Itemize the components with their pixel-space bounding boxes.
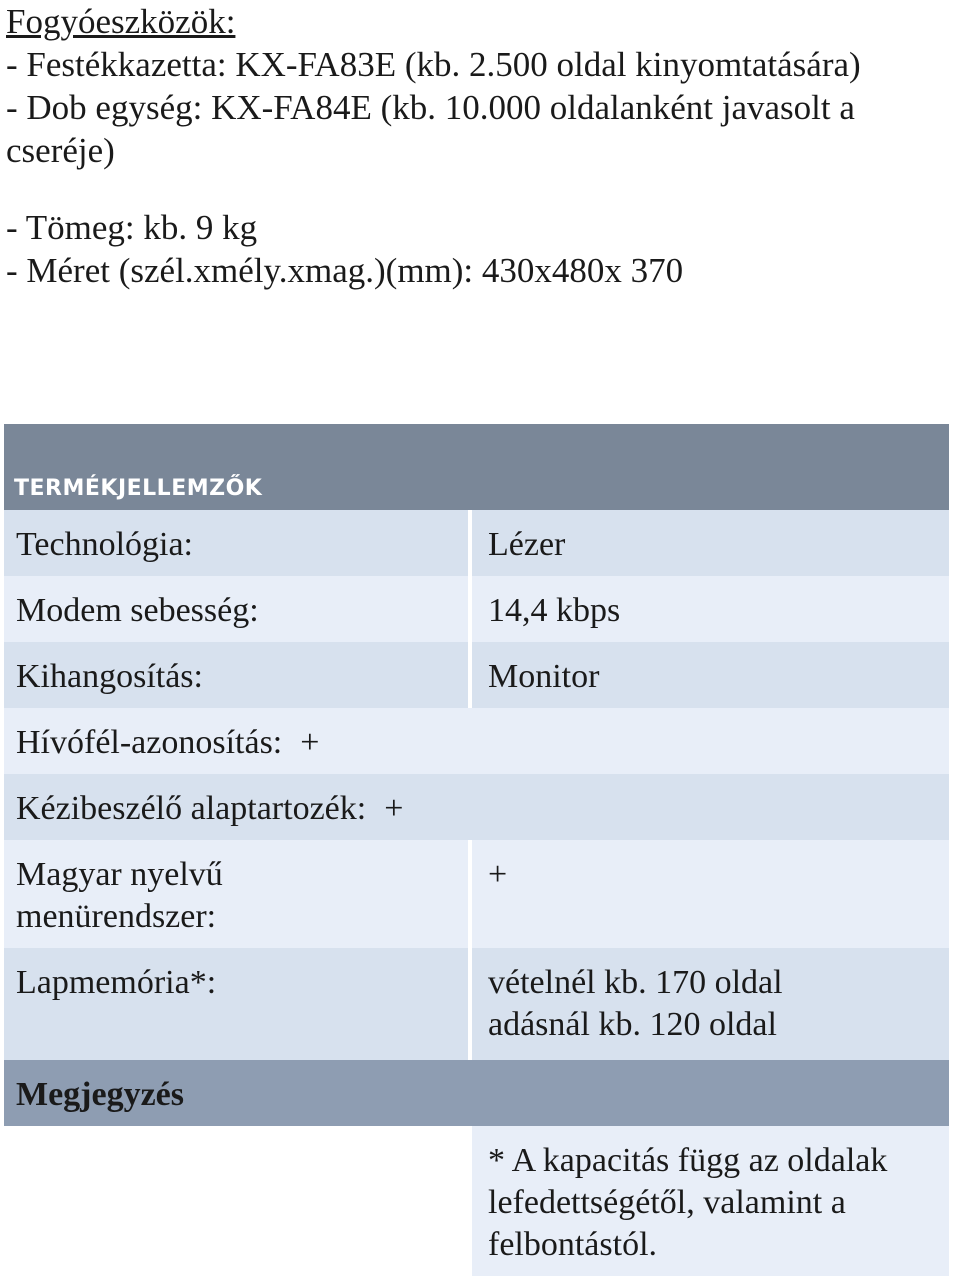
note-heading: Megjegyzés [16, 1076, 185, 1113]
row-value [472, 948, 949, 1060]
consumable-toner: - Festékkazetta: KX-FA83E (kb. 2.500 oldal kinyomtatására) [6, 45, 861, 84]
consumable-drum: - Dob egység: KX-FA84E (kb. 10.000 oldalanként javasolt a [6, 88, 855, 127]
row-label: Kézibeszélő alaptartozék: [16, 790, 367, 827]
dimensions-line: - Méret (szél.xmély.xmag.)(mm): 430x480x 370 [6, 251, 684, 290]
table-row [4, 774, 949, 840]
row-label: Technológia: [4, 510, 472, 576]
row-label: Kihangosítás: [4, 642, 472, 708]
table-row [4, 948, 949, 1060]
note-header-empty [472, 1060, 949, 1126]
row-label: Modem sebesség: [4, 576, 472, 642]
row-value: + [384, 790, 404, 827]
row-value: 14,4 kbps [488, 592, 621, 629]
row-value: Monitor [488, 658, 600, 695]
note-header-row [4, 1060, 949, 1126]
weight-line: - Tömeg: kb. 9 kg [6, 208, 258, 247]
row-label-line: menürendszer: [16, 898, 217, 935]
consumables-heading: Fogyóeszközök: [6, 2, 236, 41]
table-row [4, 576, 949, 642]
row-value: + [488, 856, 508, 893]
row-label [4, 840, 472, 948]
note-row [4, 1126, 949, 1276]
row-value-line: vételnél kb. 170 oldal [488, 964, 783, 1001]
features-banner-label: TERMÉKJELLEMZŐK [14, 476, 263, 501]
row-value: + [300, 724, 320, 761]
row-value: Lézer [488, 526, 566, 563]
features-banner [4, 424, 949, 510]
spacer [6, 172, 946, 206]
note-line: felbontástól. [488, 1226, 658, 1263]
row-label: Lapmemória*: [4, 948, 472, 1060]
note-line: lefedettségétől, valamint a [488, 1184, 846, 1221]
features-table [4, 424, 949, 1276]
spec-text [6, 0, 946, 292]
note-text [472, 1126, 949, 1276]
consumable-drum-continued: cseréje) [6, 131, 115, 170]
row-label: Hívófél-azonosítás: [16, 724, 283, 761]
note-empty-cell [4, 1126, 472, 1276]
table-row [4, 510, 949, 576]
row-value-line: adásnál kb. 120 oldal [488, 1006, 777, 1043]
table-row [4, 642, 949, 708]
table-row [4, 840, 949, 948]
row-label-line: Magyar nyelvű [16, 856, 223, 893]
table-row [4, 708, 949, 774]
note-line: * A kapacitás függ az oldalak [488, 1142, 888, 1179]
